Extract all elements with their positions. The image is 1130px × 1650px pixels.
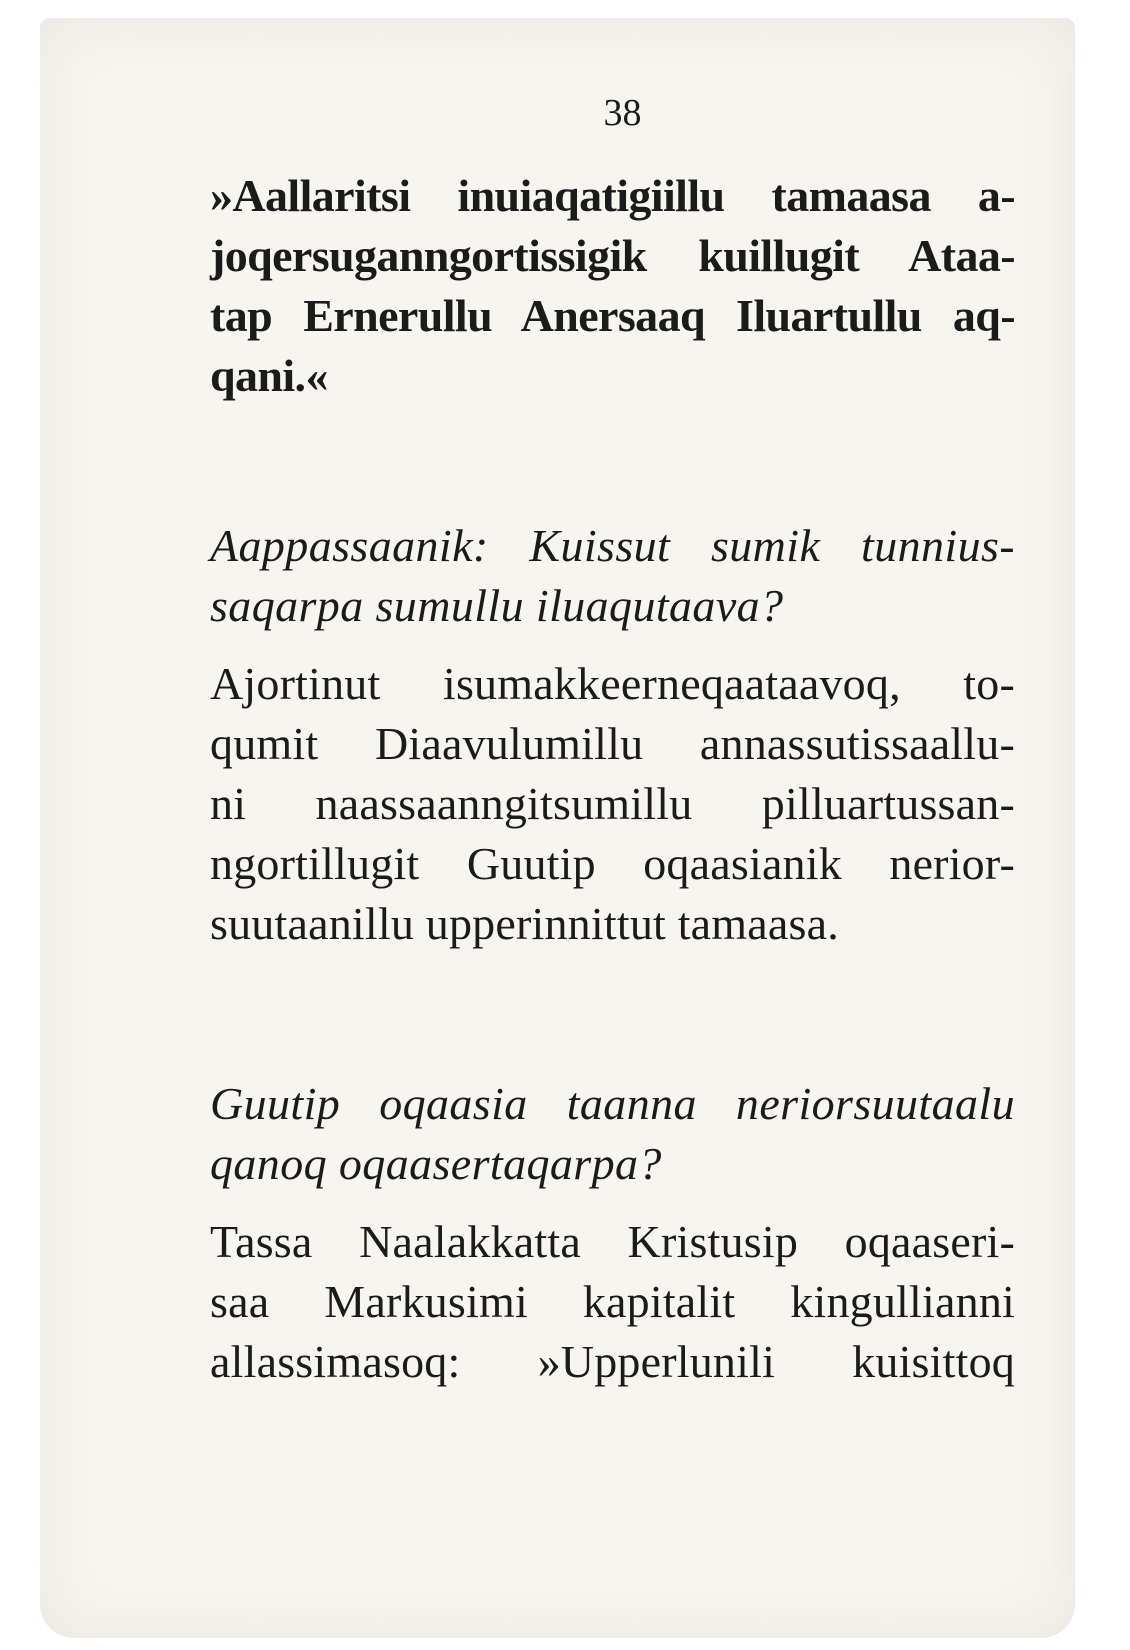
- question-heading: [210, 1074, 1015, 1194]
- text-line: tap Ernerullu Anersaaq Iluartullu aq-: [210, 290, 1015, 341]
- text-line: ni naassaanngitsumillu pilluartussan-: [210, 778, 1015, 829]
- text-line: suutaanillu upperinnittut tamaasa.: [210, 898, 839, 949]
- answer-paragraph: [210, 654, 1015, 954]
- page-number: 38: [603, 92, 642, 134]
- quote-paragraph: [210, 166, 1015, 406]
- text-line: Aappassaanik: Kuissut sumik tunnius-: [210, 520, 1015, 571]
- text-line: saa Markusimi kapitalit kingullianni: [210, 1276, 1015, 1327]
- text-line: qumit Diaavulumillu annassutissaallu-: [210, 718, 1015, 769]
- book-page: [40, 18, 1075, 1638]
- text-line: qanoq oqaasertaqarpa?: [210, 1138, 662, 1189]
- page-content: [210, 88, 1015, 1392]
- text-line: Tassa Naalakkatta Kristusip oqaaseri-: [210, 1216, 1015, 1267]
- text-line: allassimasoq: »Upperlunili kuisittoq: [210, 1336, 1015, 1387]
- text-line: joqersuganngortissigik kuillugit Ataa-: [210, 230, 1015, 281]
- question-heading: [210, 516, 1015, 636]
- text-line: saqarpa sumullu iluaqutaava?: [210, 580, 784, 631]
- text-line: ngortillugit Guutip oqaasianik nerior-: [210, 838, 1015, 889]
- answer-paragraph: [210, 1212, 1015, 1392]
- text-line: Guutip oqaasia taanna neriorsuutaalu: [210, 1078, 1015, 1129]
- text-line: »Aallaritsi inuiaqatigiillu tamaasa a-: [210, 170, 1015, 221]
- text-line: qani.«: [210, 350, 328, 401]
- text-line: Ajortinut isumakkeerneqaataavoq, to-: [210, 658, 1015, 709]
